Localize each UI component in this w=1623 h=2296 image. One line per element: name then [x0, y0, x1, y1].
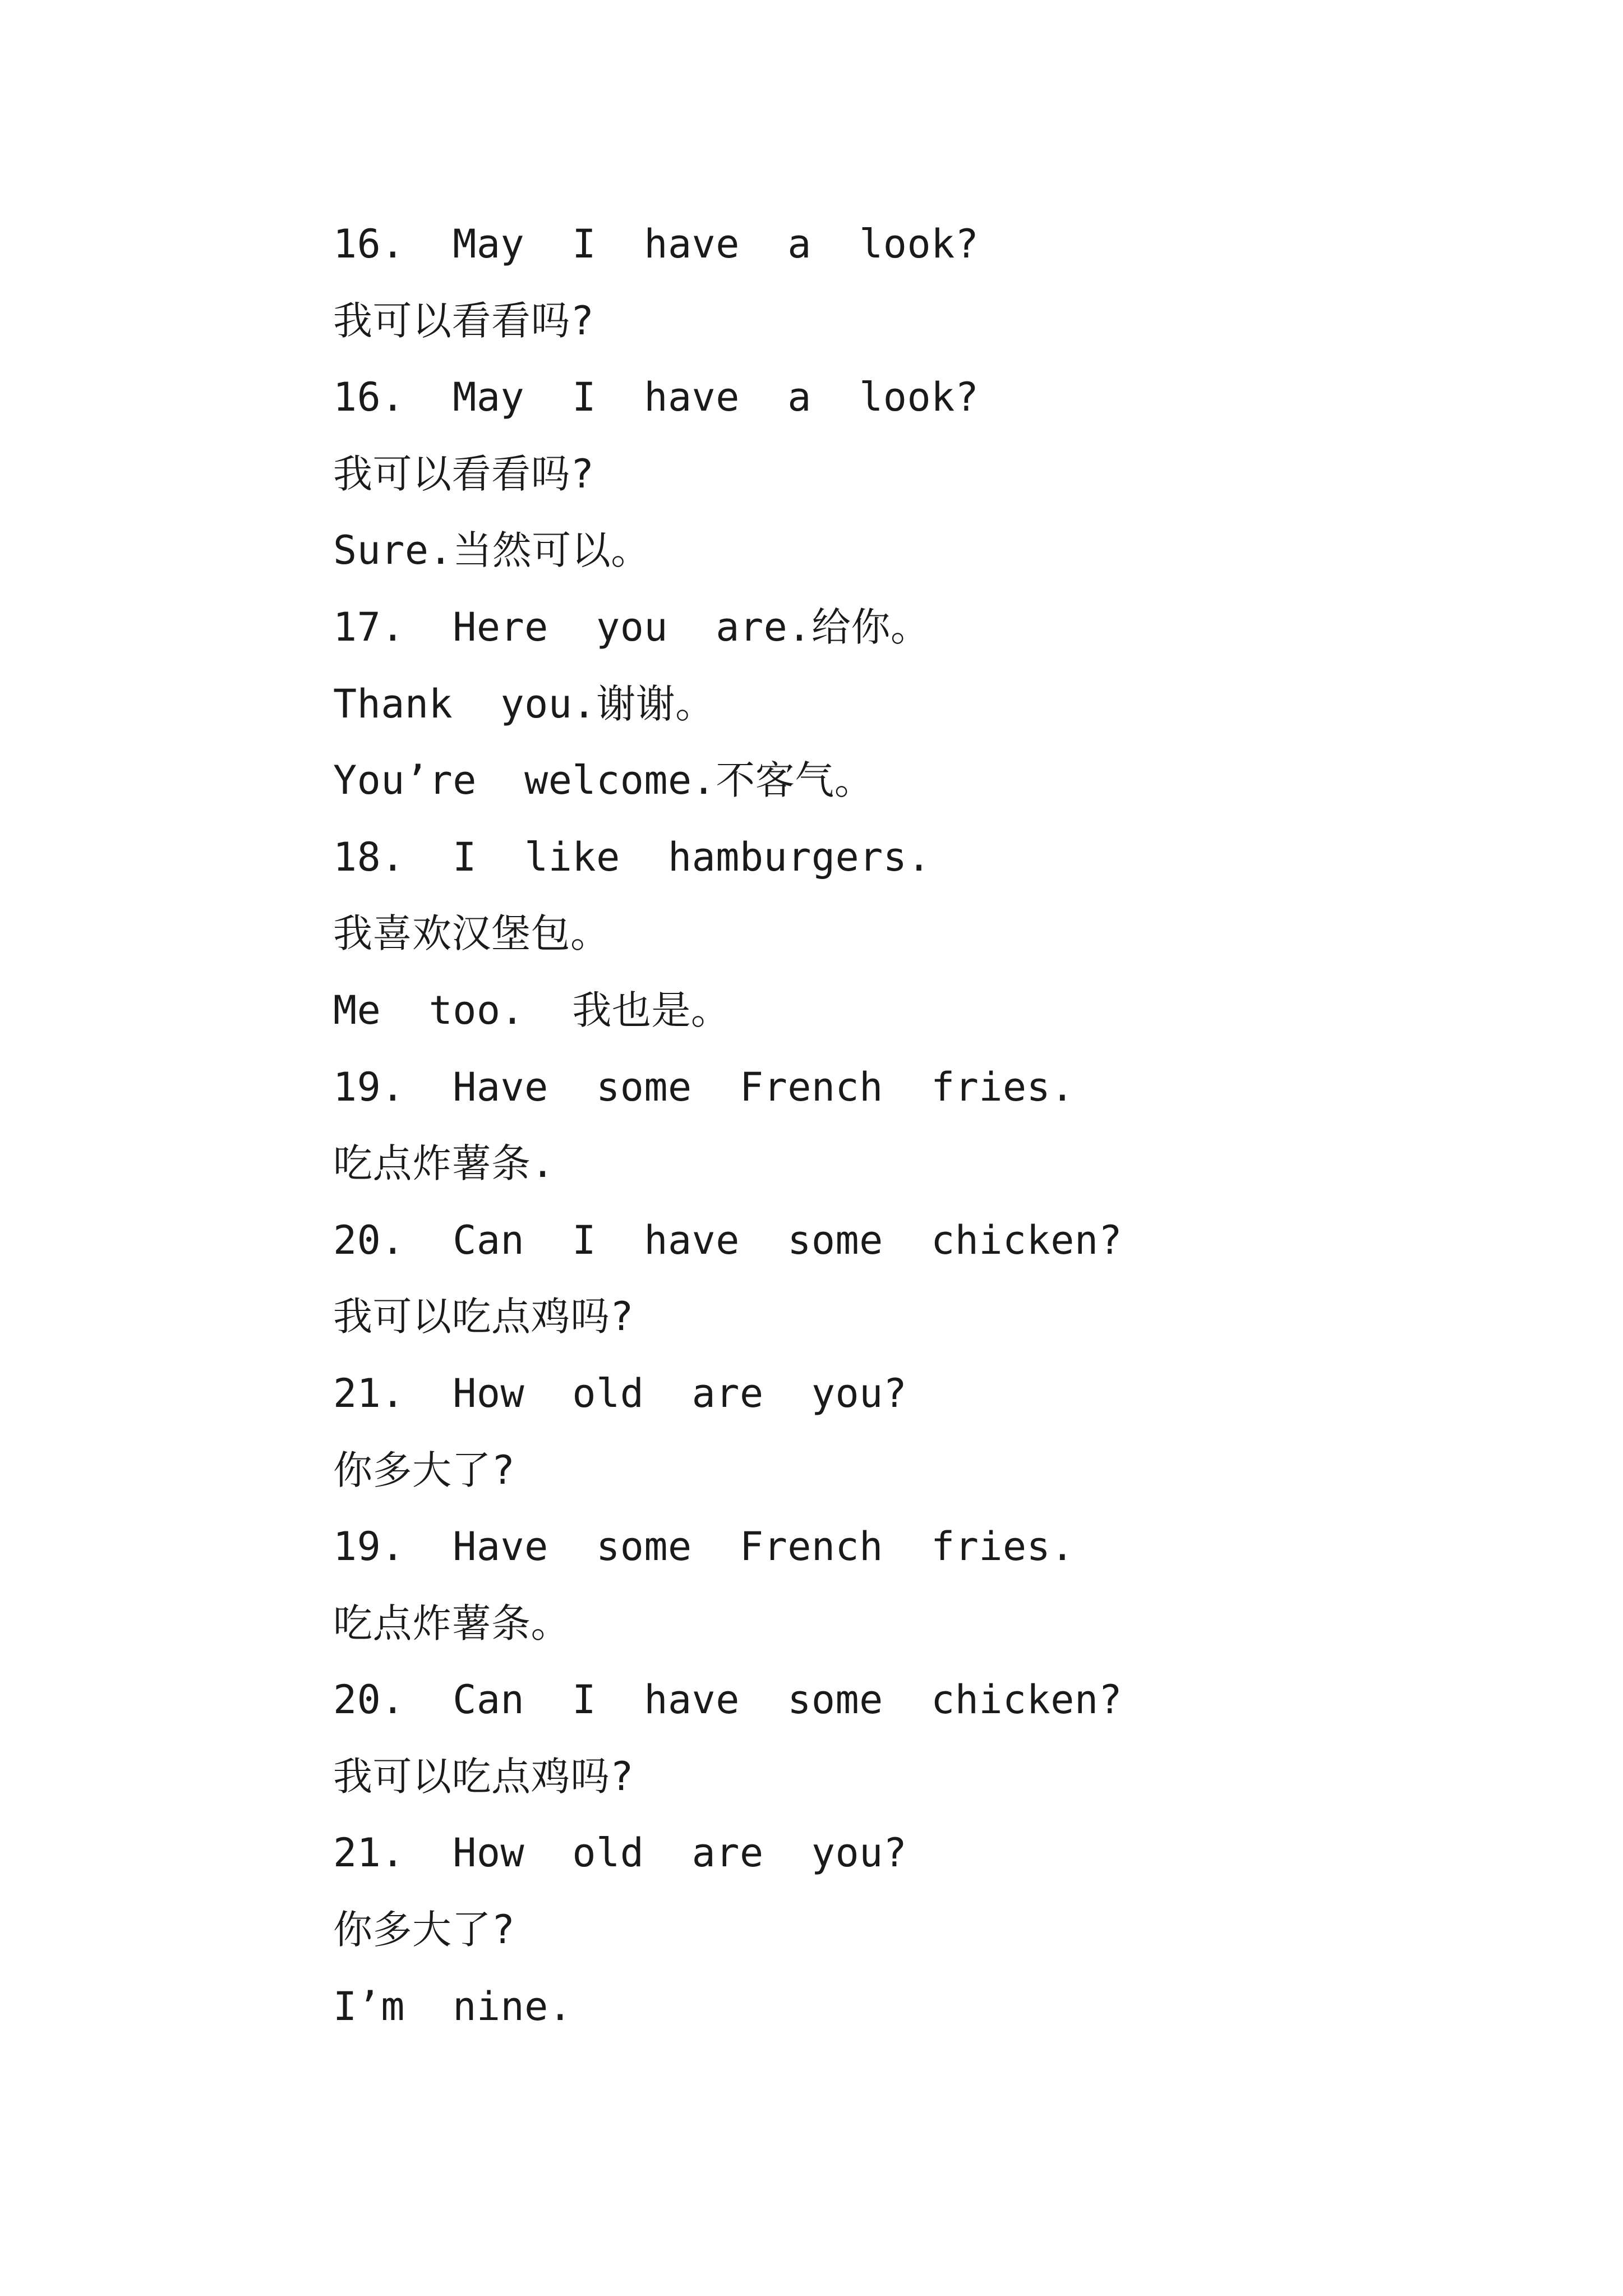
response-line: I’m nine.: [333, 1983, 573, 2030]
phrase-line: 21. How old are you?: [333, 1370, 907, 1416]
translation-line: 我可以吃点鸡吗?: [333, 1753, 634, 1800]
translation-line: 我可以看看吗?: [333, 297, 594, 344]
response-line: Thank you.谢谢。: [333, 680, 715, 727]
phrase-line: 19. Have some French fries.: [333, 1524, 1075, 1570]
response-line: You’re welcome.不客气。: [333, 757, 874, 804]
translation-line: 我喜欢汉堡包。: [333, 910, 610, 957]
phrase-line: 16. May I have a look?: [333, 221, 979, 267]
translation-line: 吃点炸薯条.: [333, 1140, 555, 1187]
phrase-line: 17. Here you are.给你。: [333, 604, 930, 650]
translation-line: 我可以吃点鸡吗?: [333, 1294, 634, 1340]
translation-line: 吃点炸薯条。: [333, 1600, 570, 1646]
response-line: Me too. 我也是。: [333, 987, 731, 1033]
translation-line: 我可以看看吗?: [333, 450, 594, 497]
phrase-line: 16. May I have a look?: [333, 374, 979, 421]
translation-line: 你多大了?: [333, 1447, 515, 1493]
translation-line: 你多大了?: [333, 1907, 515, 1953]
phrase-line: 20. Can I have some chicken?: [333, 1217, 1123, 1263]
phrase-line: 18. I like hamburgers.: [333, 834, 932, 880]
phrase-line: 21. How old are you?: [333, 1830, 907, 1876]
phrase-line: 20. Can I have some chicken?: [333, 1677, 1123, 1723]
response-line: Sure.当然可以。: [333, 527, 651, 574]
phrase-list: [333, 206, 1511, 2045]
phrase-line: 19. Have some French fries.: [333, 1064, 1075, 1110]
